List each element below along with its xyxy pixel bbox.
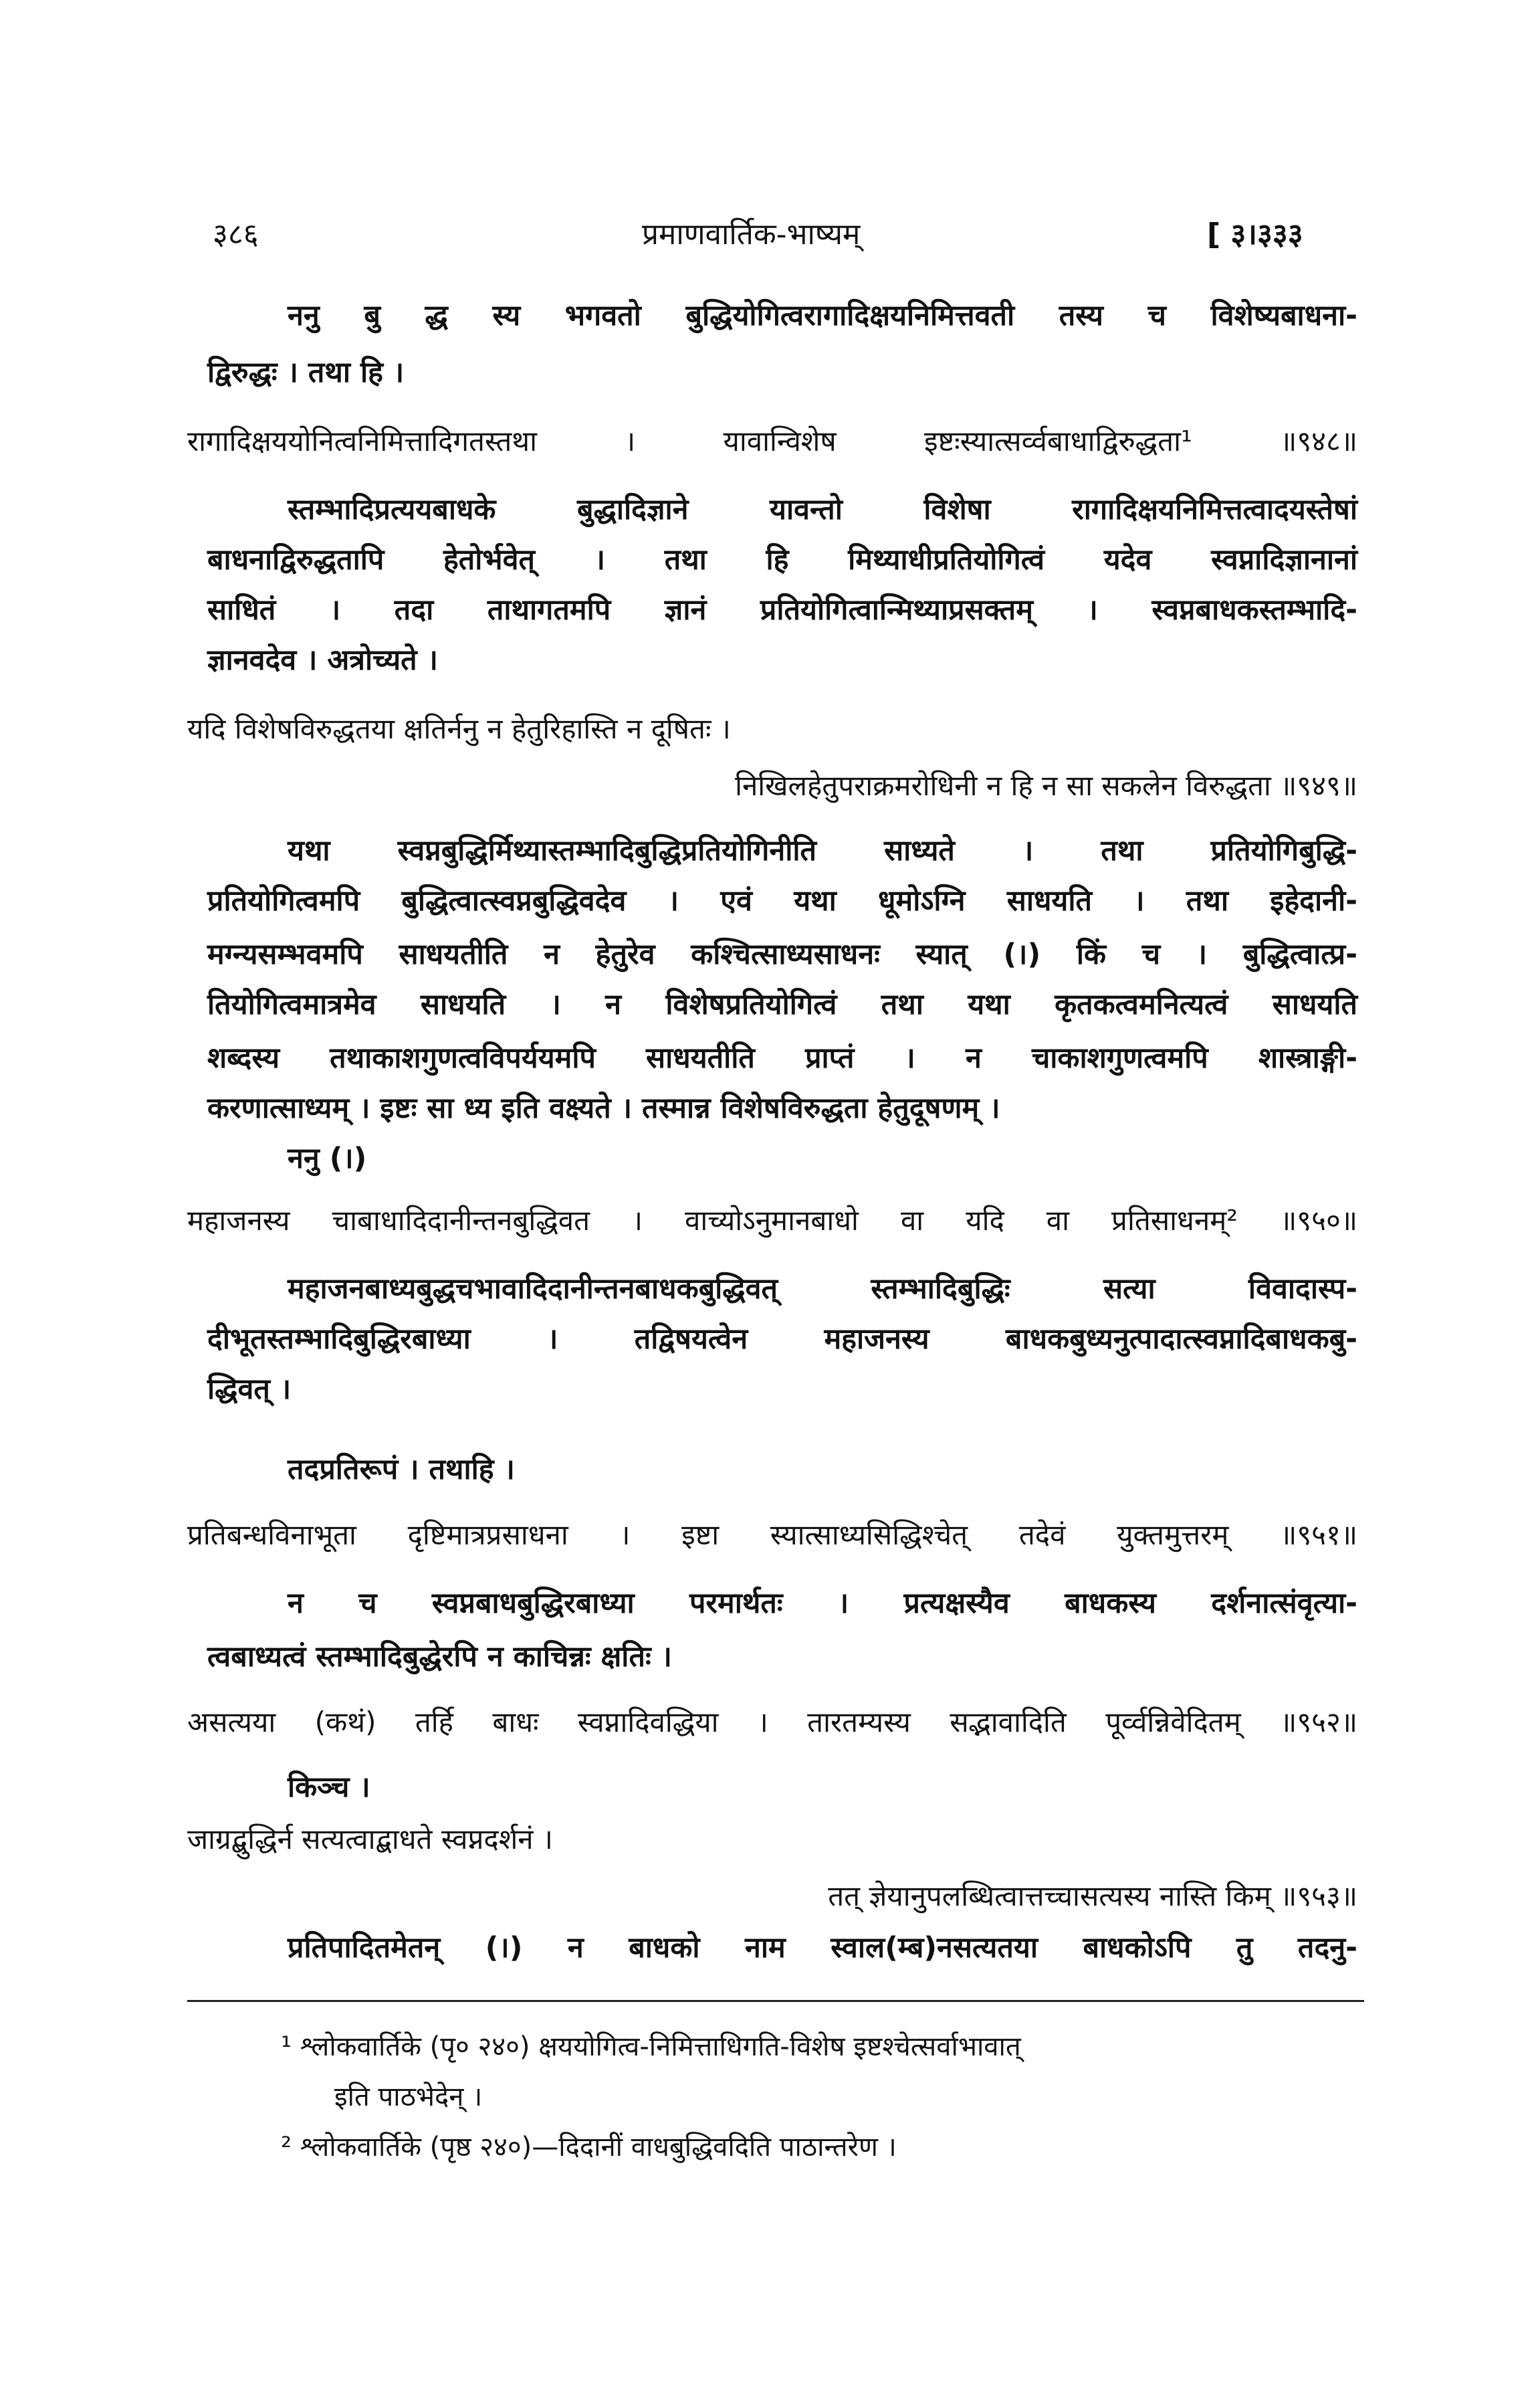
footnote-2: [281, 2127, 897, 2164]
prose-line: न च स्वप्नबाधबुद्धिरबाध्या परमार्थतः । प्रत्यक्षस्यैव बाधकस्य दर्शनात्संवृत्या-: [288, 1587, 1357, 1620]
prose-line: करणात्साध्यम् । इष्टः सा ध्य इति वक्ष्यते । तस्मान्न विशेषविरुद्धता हेतुदूषणम् ।: [207, 1092, 1000, 1125]
footnote-1-continued: इति पाठभेदेन् ।: [334, 2082, 483, 2112]
prose-line: शब्दस्य तथाकाशगुणत्वविपर्ययमपि साधयतीति प्राप्तं । न चाकाशगुणत्वमपि शास्त्राङ्गी-: [207, 1041, 1357, 1075]
verse-950: महाजनस्य चाबाधादिदानीन्तनबुद्धिवत । वाच्योऽनुमानबाधो वा यदि वा प्रतिसाधनम्² ॥९५०॥: [187, 1204, 1357, 1237]
prose-line: दीभूतस्तम्भादिबुद्धिरबाध्या । तद्विषयत्वेन महाजनस्य बाधकबुध्यनुत्पादात्स्वप्नादिबाधकबु-: [207, 1322, 1357, 1356]
running-title: प्रमाणवार्तिक-भाष्यम्: [642, 217, 861, 252]
verse-952: असत्यया (कथं) तर्हि बाधः स्वप्नादिवद्धिया । तारतम्यस्य सद्भावादिति पूर्व्वन्निवेदितम् ॥९५२॥: [187, 1706, 1357, 1738]
prose-line: किञ्च ।: [288, 1771, 370, 1804]
prose-line: तदप्रतिरूपं । तथाहि ।: [288, 1453, 515, 1486]
footnote-mark: ²: [281, 2132, 292, 2163]
footnote-divider: [187, 2000, 1364, 2002]
verse-949-a: यदि विशेषविरुद्धतया क्षतिर्ननु न हेतुरिहास्ति न दूषितः ।: [187, 712, 731, 745]
prose-line: ननु बु द्ध स्य भगवतो बुद्धियोगित्वरागादिक्षयनिमित्तवती तस्य च विशेष्यबाधना-: [288, 299, 1357, 332]
verse-949-b: निखिलहेतुपराक्रमरोधिनी न हि न सा सकलेन विरुद्धता ॥९४९॥: [735, 769, 1357, 802]
section-reference: [ ३।३३३: [1207, 217, 1303, 252]
prose-line: ज्ञानवदेव । अत्रोच्यते ।: [207, 643, 438, 677]
prose-line: मग्न्यसम्भवमपि साधयतीति न हेतुरेव कश्चित्साध्यसाधनः स्यात् (।) किं च । बुद्धित्वात्प्र-: [207, 938, 1357, 971]
prose-line: द्धिवत् ।: [207, 1373, 292, 1406]
page-number: ३८६: [213, 217, 259, 252]
prose-line: द्विरुद्धः । तथा हि ।: [207, 356, 405, 389]
verse-951: प्रतिबन्धविनाभूता दृष्टिमात्रप्रसाधना । इष्टा स्यात्साध्यसिद्धिश्चेत् तदेवं युक्तमुत्तरम् ॥९५१॥: [187, 1518, 1357, 1551]
prose-line: बाधनाद्विरुद्धतापि हेतोर्भवेत् । तथा हि मिथ्याधीप्रतियोगित्वं यदेव स्वप्नादिज्ञानानां: [207, 543, 1357, 577]
footnote-text: श्लोकवार्तिके (पृष्ठ २४०)—दिदानीं वाधबुद्धिवदिति पाठान्तरेण ।: [300, 2132, 897, 2163]
prose-line: त्वबाध्यत्वं स्तम्भादिबुद्धेरपि न काचिन्नः क्षतिः ।: [207, 1640, 672, 1674]
prose-line: प्रतिपादितमेतन् (।) न बाधको नाम स्वाल(म्ब)नसत्यतया बाधकोऽपि तु तदनु-: [288, 1931, 1357, 1965]
footnote-1: [281, 2027, 1021, 2064]
prose-line: ननु (।): [288, 1142, 367, 1175]
prose-line: तियोगित्वमात्रमेव साधयति । न विशेषप्रतियोगित्वं तथा यथा कृतकत्वमनित्यत्वं साधयति: [207, 988, 1357, 1021]
prose-line: यथा स्वप्नबुद्धिर्मिथ्यास्तम्भादिबुद्धिप्रतियोगिनीति साध्यते । तथा प्रतियोगिबुद्धि-: [288, 834, 1357, 868]
footnote-mark: ¹: [281, 2031, 292, 2062]
prose-line: प्रतियोगित्वमपि बुद्धित्वात्स्वप्नबुद्धिवदेव । एवं यथा धूमोऽग्नि साधयति । तथा इहेदानी-: [207, 884, 1357, 918]
prose-line: साधितं । तदा ताथागतमपि ज्ञानं प्रतियोगित्वान्मिथ्याप्रसक्तम् । स्वप्नबाधकस्तम्भादि-: [207, 593, 1357, 627]
verse-953-b: तत् ज्ञेयानुपलब्धित्वात्तच्चासत्यस्य नास्ति किम् ॥९५३॥: [828, 1880, 1357, 1912]
prose-line: महाजनबाध्यबुद्धचभावादिदानीन्तनबाधकबुद्धिवत् स्तम्भादिबुद्धिः सत्या विवादास्प-: [288, 1272, 1357, 1306]
verse-953-a: जाग्रद्बुद्धिर्न सत्यत्वाद्बाधते स्वप्नदर्शनं ।: [187, 1823, 553, 1855]
footnote-text: श्लोकवार्तिके (पृ० २४०) क्षययोगित्व-निमित्ताधिगति-विशेष इष्टश्चेत्सर्वाभावात्: [300, 2031, 1021, 2062]
verse-948: रागादिक्षययोनित्वनिमित्तादिगतस्तथा । यावान्विशेष इष्टःस्यात्सर्व्वबाधाद्विरुद्धता¹ ॥९४८॥: [187, 425, 1357, 458]
prose-line: स्तम्भादिप्रत्ययबाधके बुद्धादिज्ञाने यावन्तो विशेषा रागादिक्षयनिमित्तत्वादयस्तेषां: [288, 493, 1357, 526]
